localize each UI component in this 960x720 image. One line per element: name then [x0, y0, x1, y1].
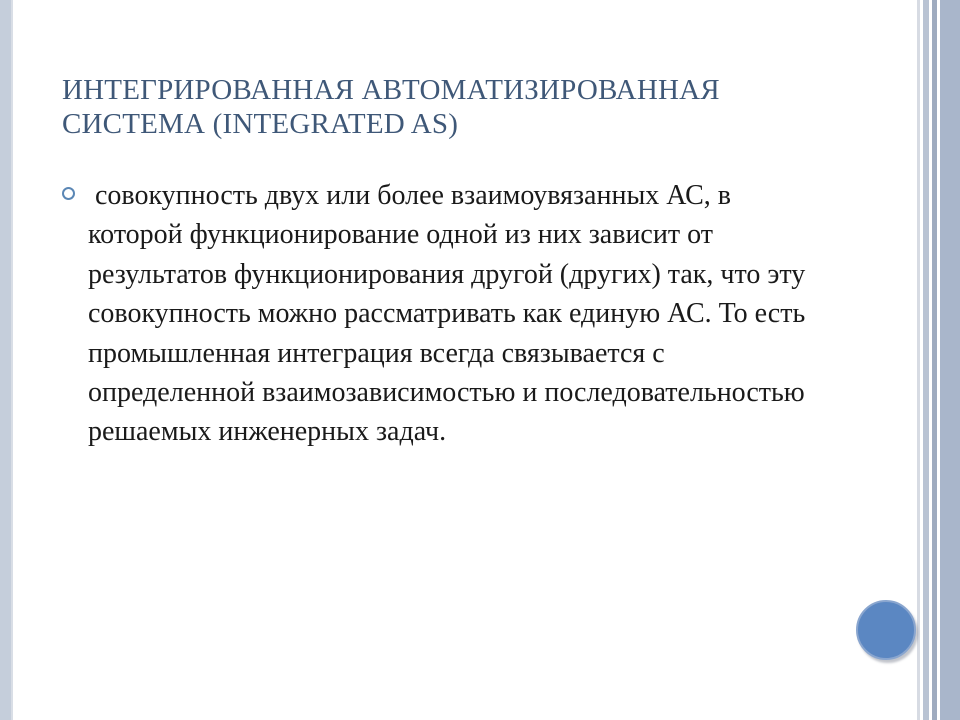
border-stripe — [940, 0, 960, 720]
circle-bullet-icon — [62, 187, 75, 200]
slide-title: ИНТЕГРИРОВАННАЯ АВТОМАТИЗИРОВАННАЯ СИСТЕМА (INTEGRATED AS) — [62, 74, 720, 140]
right-border-decoration — [917, 0, 960, 720]
bullet-item — [62, 176, 832, 452]
left-border-decoration — [0, 0, 13, 720]
bullet-list — [62, 176, 832, 452]
bullet-text: совокупность двух или более взаимоувязанных АС, в которой функционирование одной из них зависит от результатов функционирования другой (других) так, что эту совокупность можно рассматривать как единую АС. То есть промышленная интеграция всегда связывается с определенной взаимозависимостью и последовательностью решаемых инженерных задач. — [88, 180, 813, 448]
circle-icon — [856, 600, 916, 660]
